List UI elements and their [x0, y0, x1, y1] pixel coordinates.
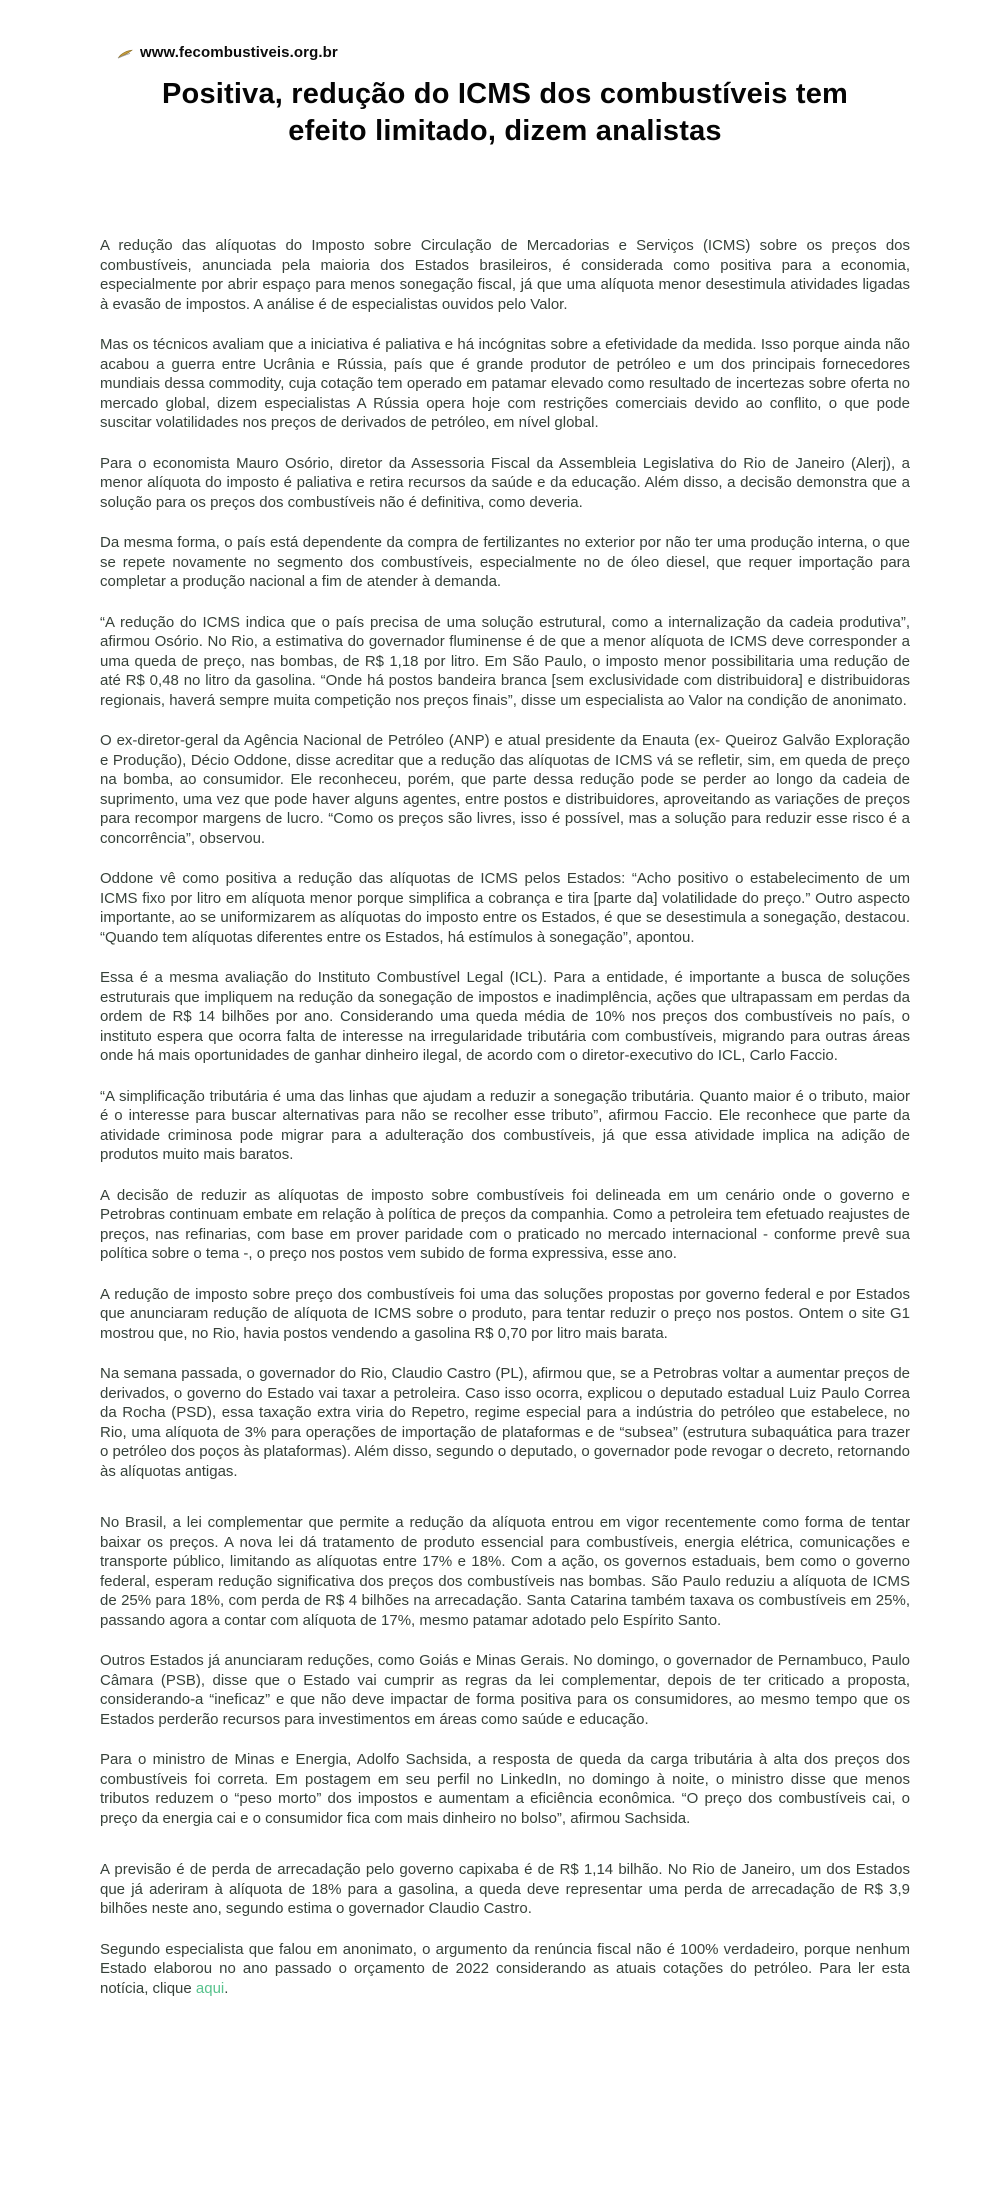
article-paragraph: Da mesma forma, o país está dependente da compra de fertilizantes no exterior por não ter uma produção interna, o que se repete novamente no segmento dos combustíveis, especialmente no de óleo diesel, que requer importação para completar a produção nacional a fim de atender à demanda.	[100, 534, 910, 590]
article-paragraph: Para o ministro de Minas e Energia, Adolfo Sachsida, a resposta de queda da carga tributária à alta dos preços dos combustíveis foi correta. Em postagem em seu perfil no LinkedIn, no domingo à noite, o ministro disse que menos tributos reduzem o “peso morto” dos impostos e aumentam a eficiência econômica. “O preço dos combustíveis cai, o preço da energia cai e o consumidor fica com mais dinheiro no bolso”, afirmou Sachsida.	[100, 1751, 910, 1827]
article-paragraph: Para o economista Mauro Osório, diretor da Assessoria Fiscal da Assembleia Legislativa do Rio de Janeiro (Alerj), a menor alíquota do imposto é paliativa e retira recursos da saúde e da educação. Além disso, a decisão demonstra que a solução para os preços dos combustíveis não é definitiva, como deveria.	[100, 454, 910, 511]
article-title-line1: Positiva, redução do ICMS dos combustíveis tem	[161, 78, 849, 110]
article-paragraph: O ex-diretor-geral da Agência Nacional de Petróleo (ANP) e atual presidente da Enauta (ex- Queiroz Galvão Exploração e Produção), Décio Oddone, disse acreditar que a redução das alíquotas de ICMS vá se refletir, sim, em queda de preço na bomba, ao consumidor. Ele reconheceu, porém, que parte dessa redução pode se perder ao longo da cadeia de suprimento, uma vez que pode haver alguns agentes, entre postos e distribuidores, aproveitando as variações de preços para recompor margens de lucro. “Como os preços são livres, isso é possível, mas a solução para reduzir esse risco é a concorrência”, observou.	[100, 732, 910, 847]
article-paragraph: A redução das alíquotas do Imposto sobre Circulação de Mercadorias e Serviços (ICMS) sobre os preços dos combustíveis, anunciada pela maioria dos Estados brasileiros, é considerada como positiva para a economia, especialmente por abrir espaço para menos sonegação fiscal, já que uma alíquota menor desestimula atividades ligadas à evasão de impostos. A análise é de especialistas ouvidos pelo Valor.	[100, 237, 910, 313]
article-paragraph: “A redução do ICMS indica que o país precisa de uma solução estrutural, como a internalização da cadeia produtiva”, afirmou Osório. No Rio, a estimativa do governador fluminense é de que a menor alíquota de ICMS deve corresponder a uma queda de preço, nas bombas, de R$ 1,18 por litro. Em São Paulo, o imposto menor possibilitaria uma redução de até R$ 0,48 no litro da gasolina. “Onde há postos bandeira branca [sem exclusividade com distribuidora] e distribuidoras regionais, haverá sempre muita competição nos preços finais”, disse um especialista ao Valor na condição de anonimato.	[100, 613, 910, 709]
article-body	[100, 236, 910, 1998]
closing-text: Segundo especialista que falou em anonimato, o argumento da renúncia fiscal não é 100% verdadeiro, porque nenhum Estado elaborou no ano passado o orçamento de 2022 considerando as atuais cotações do petróleo. Para ler esta notícia, clique	[100, 1940, 910, 1997]
article-paragraph: Mas os técnicos avaliam que a iniciativa é paliativa e há incógnitas sobre a efetividade da medida. Isso porque ainda não acabou a guerra entre Ucrânia e Rússia, país que é grande produtor de petróleo e um dos principais fornecedores mundiais dessa commodity, cuja cotação tem operado em patamar elevado como resultado de incertezas sobre oferta no mercado global, dizem especialistas A Rússia opera hoje com restrições comerciais devido ao conflito, o que pode suscitar volatilidades nos preços de derivados de petróleo, em nível global.	[100, 336, 910, 431]
article-paragraph: “A simplificação tributária é uma das linhas que ajudam a reduzir a sonegação tributária. Quanto maior é o tributo, maior é o interesse para buscar alternativas para não se recolher esse tributo”, afirmou Faccio. Ele reconhece que parte da atividade criminosa pode migrar para a adulteração dos combustíveis, já que essa atividade implica na adição de produtos muito mais baratos.	[100, 1087, 910, 1163]
article-paragraphs	[100, 236, 910, 1919]
article-paragraph: Na semana passada, o governador do Rio, Claudio Castro (PL), afirmou que, se a Petrobras voltar a aumentar preços de derivados, o governo do Estado vai taxar a petroleira. Caso isso ocorra, explicou o deputado estadual Luiz Paulo Correa da Rocha (PSD), essa taxação extra viria do Repetro, regime especial para a indústria do petróleo que estabelece, no Rio, uma alíquota de 3% para operações de importação de plataformas e de “subsea” (estrutura subaquática para trazer o petróleo dos poços às plataformas). Além disso, segundo o deputado, o governador pode revogar o decreto, retornando às alíquotas antigas.	[100, 1365, 910, 1480]
article-paragraph: A redução de imposto sobre preço dos combustíveis foi uma das soluções propostas por governo federal e por Estados que anunciaram redução de alíquota de ICMS sobre o produto, para tentar reduzir o preço nos postos. Ontem o site G1 mostrou que, no Rio, havia postos vendendo a gasolina R$ 0,70 por litro mais barata.	[100, 1285, 910, 1342]
article-closing-paragraph	[100, 1940, 910, 1999]
article-title-line2: efeito limitado, dizem analistas	[288, 115, 722, 147]
article-paragraph: A previsão é de perda de arrecadação pelo governo capixaba é de R$ 1,14 bilhão. No Rio de Janeiro, um dos Estados que já aderiram à alíquota de 18% para a gasolina, a queda deve representar uma perda de arrecadação de R$ 3,9 bilhões neste ano, segundo estima o governador Claudio Castro.	[100, 1861, 910, 1917]
article-title	[100, 76, 910, 150]
article-paragraph: Oddone vê como positiva a redução das alíquotas de ICMS pelos Estados: “Acho positivo o estabelecimento de um ICMS fixo por litro em alíquota menor porque simplifica a cobrança e tira [parte da] volatilidade do preço.” Outro aspecto importante, ao se uniformizarem as alíquotas do imposto entre os Estados, é que se desestimula a sonegação, destacou. “Quando tem alíquotas diferentes entre os Estados, há estímulos à sonegação”, apontou.	[100, 870, 910, 946]
site-header	[117, 42, 910, 62]
quill-icon	[117, 47, 133, 60]
article-paragraph: No Brasil, a lei complementar que permite a redução da alíquota entrou em vigor recentemente como forma de tentar baixar os preços. A nova lei dá tratamento de produto essencial para combustíveis, energia elétrica, comunicações e transporte público, limitando as alíquotas entre 17% e 18%. Com a ação, os governos estaduais, bem como o governo federal, esperam redução significativa dos preços dos combustíveis nas bombas. São Paulo reduziu a alíquota de ICMS de 25% para 18%, com perda de R$ 4 bilhões na arrecadação. Santa Catarina também taxava os combustíveis em 25%, passando agora a contar com alíquota de 17%, mesmo patamar adotado pelo Espírito Santo.	[100, 1514, 910, 1629]
closing-suffix: .	[224, 1979, 229, 1997]
article-paragraph: Outros Estados já anunciaram reduções, como Goiás e Minas Gerais. No domingo, o governador de Pernambuco, Paulo Câmara (PSB), disse que o Estado vai cumprir as regras da lei complementar, depois de ter criticado a proposta, considerando-a “ineficaz” e que não deve impactar de forma positiva para os consumidores, ao mesmo tempo que os Estados perderão recursos para investimentos em áreas como saúde e educação.	[100, 1652, 910, 1728]
article-paragraph: Essa é a mesma avaliação do Instituto Combustível Legal (ICL). Para a entidade, é importante a busca de soluções estruturais que impliquem na redução da sonegação de impostos e inadimplência, ações que ultrapassam em perdas da ordem de R$ 14 bilhões por ano. Considerando uma queda média de 10% nos preços dos combustíveis no país, o instituto espera que ocorra falta de interesse na irregularidade tributária com combustíveis, migrando para outras áreas onde há mais oportunidades de ganhar dinheiro ilegal, de acordo com o diretor-executivo do ICL, Carlo Faccio.	[100, 969, 910, 1064]
site-url: www.fecombustiveis.org.br	[140, 43, 338, 61]
article-paragraph: A decisão de reduzir as alíquotas de imposto sobre combustíveis foi delineada em um cenário onde o governo e Petrobras continuam embate em relação à política de preços da companhia. Como a petroleira tem efetuado reajustes de preços, nas refinarias, com base em prover paridade com o praticado no mercado internacional - conforme prevê sua política sobre o tema -, o preço nos postos vem subido de forma expressiva, esse ano.	[100, 1186, 910, 1262]
read-more-link[interactable]: aqui	[195, 1979, 225, 1997]
